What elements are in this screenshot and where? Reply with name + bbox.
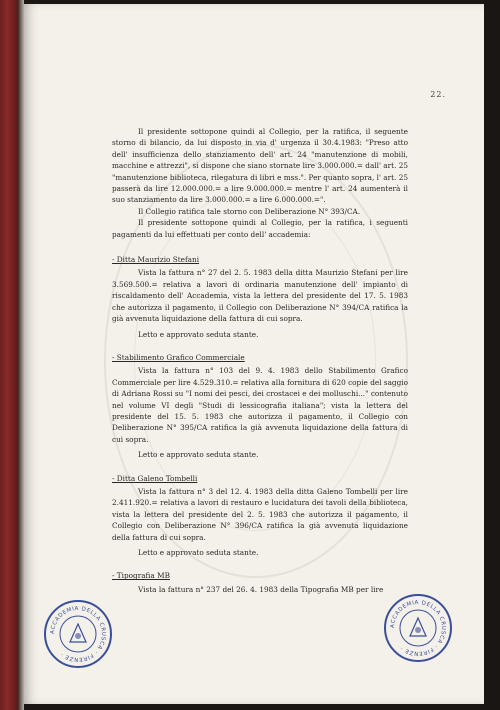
section-heading: - Stabilimento Grafico Commerciale — [112, 352, 245, 362]
paragraph-pagamenti: Il presidente sottopone quindi al Collegio, per la ratifica, i seguenti pagamenti da lui effettuati per conto dell' accademia: — [112, 218, 408, 239]
stamp-seal-icon — [386, 596, 450, 660]
approval-note: Letto e approvato seduta stante. — [138, 450, 259, 460]
section-heading: - Ditta Galeno Tombelli — [112, 473, 198, 483]
paragraph-ratifica: Il Collegio ratifica tale storno con Deliberazione N° 393/CA. — [138, 206, 361, 216]
section-stabilimento — [112, 352, 408, 461]
document-body — [112, 126, 408, 595]
svg-text:ACCADEMIA DELLA CRUSCA · FIREN: ACCADEMIA DELLA CRUSCA · FIRENZE · — [389, 599, 447, 657]
section-tombelli — [112, 473, 408, 559]
stamp-seal-icon — [46, 602, 110, 666]
accademia-stamp-left — [44, 600, 112, 668]
accademia-stamp-right — [384, 594, 452, 662]
section-heading: - Ditta Maurizio Stefani — [112, 255, 200, 265]
section-text: Vista la fattura n° 3 del 12. 4. 1983 della ditta Galeno Tombelli per lire 2.411.920.= relativa a lavori di restauro e lucidatura dei tavoli della biblioteca, vista la lettera del presidente del 2. 5. 1983 che autorizza il pagamento, il Collegio con Deliberazione N° 396/CA ratifica la già avvenuta liquidazione della fattura di cui sopra. — [112, 486, 408, 542]
section-stefani — [112, 254, 408, 340]
approval-note: Letto e approvato seduta stante. — [138, 329, 259, 339]
section-text: Vista la fattura n° 237 del 26. 4. 1983 della Tipografia MB per lire — [138, 584, 384, 594]
book-binding — [0, 0, 18, 710]
svg-text:ACCADEMIA DELLA CRUSCA · FIREN: ACCADEMIA DELLA CRUSCA · FIRENZE · — [49, 605, 107, 663]
page-number: 22. — [430, 90, 446, 99]
section-text: Vista la fattura n° 27 del 2. 5. 1983 della ditta Maurizio Stefani per lire 3.569.500.= relativa a lavori di ordinaria manutenzione dell' impianto di riscaldamento dell' Accademia, vista la lettera del presidente del 17. 5. 1983 che autorizza il pagamento, il Collegio con Deliberazione N° 394/CA ratifica la già avvenuta liquidazione della fattura di cui sopra. — [112, 268, 408, 324]
paragraph-storno: Il presidente sottopone quindi al Collegio, per la ratifica, il seguente storno di bilancio, da lui disposto in via d' urgenza il 30.4.1983: "Preso atto dell' insufficienza dello stanziamento dell' art. 24 "manutenzione di mobili, macchine e attrezzi", si dispone che siano stornate lire 3.000.000.= dall' art. 25 "manutenzione biblioteca, rilegatura di libri e mss.". Per quanto sopra, l' art. 25 passerà da lire 12.000.000.= a lire 9.000.000.= mentre l' art. 24 aumenterà il suo stanziamento da lire 3.000.000.= a lire 6.000.000.=". — [112, 127, 408, 205]
section-text: Vista la fattura n° 103 del 9. 4. 1983 dello Stabilimento Grafico Commerciale per lire 4.529.310.= relativa alla fornitura di 620 copie del saggio di Adriana Rossi su "I nomi dei pesci, dei crostacei e dei molluschi..." contenuto nel volume VI degli "Studi di lessicografia italiana"; vista la lettera del presidente del 15. 5. 1983 che autorizza il pagamento, il Collegio con Deliberazione N° 395/CA ratifica la già avvenuta liquidazione della fattura di cui sopra. — [112, 366, 408, 444]
approval-note: Letto e approvato seduta stante. — [138, 548, 259, 557]
section-tipografia — [112, 570, 408, 595]
section-heading: - Tipografia MB — [112, 571, 170, 581]
document-page — [24, 4, 484, 704]
